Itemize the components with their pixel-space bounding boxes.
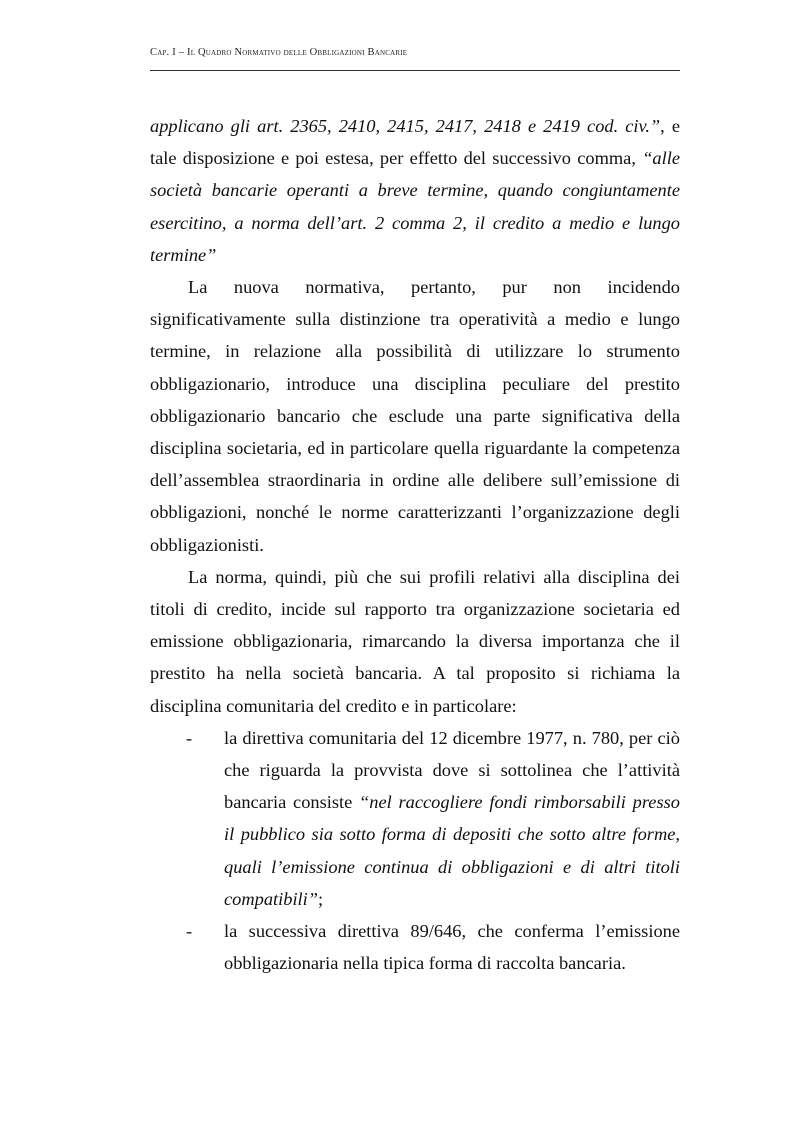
paragraph-1-italic-quote: applicano gli art. 2365, 2410, 2415, 2417, 2418 e 2419 cod. civ.”	[150, 116, 661, 136]
running-header: Cap. I – Il Quadro Normativo delle Obbligazioni Bancarie	[150, 47, 408, 58]
list-item-1-text: la direttiva comunitaria del 12 dicembre 1977, n. 780, per ciò che riguarda la provvista dove si sottolinea che l’attività bancaria consiste	[224, 727, 680, 813]
paragraph-1-text: , e tale disposizione e poi estesa, per effetto del successivo comma,	[150, 116, 681, 169]
paragraph-2: La nuova normativa, pertanto, pur non incidendo significativamente sulla distinzione tra operatività a medio e lungo termine, in relazione alla possibilità di utilizzare lo strumento obbligazionario, introduce una disciplina peculiare del prestito obbligazionario bancario che esclude una parte significativa della disciplina societaria, ed in particolare quella riguardante la competenza dell’assemblea straordinaria in ordine alle delibere sull’emissione di obbligazioni, nonché le norme caratterizzanti l’organizzazione degli obbligazionisti.	[150, 277, 680, 555]
list-dash: -	[186, 921, 193, 942]
paragraph-1	[150, 110, 680, 271]
directives-list	[150, 722, 680, 980]
list-item-2-text: la successiva direttiva 89/646, che conferma l’emissione obbligazionaria nella tipica forma di raccolta bancaria.	[224, 921, 680, 974]
paragraph-1-italic-quote-2: “alle società bancarie operanti a breve termine, quando congiuntamente esercitino, a norma dell’art. 2 comma 2, il credito a medio e lungo termine”	[150, 148, 680, 265]
paragraph-3: La norma, quindi, più che sui profili relativi alla disciplina dei titoli di credito, incide sul rapporto tra organizzazione societaria ed emissione obbligazionaria, rimarcando la diversa importanza che il prestito ha nella società bancaria. A tal proposito si richiama la disciplina comunitaria del credito e in particolare:	[150, 566, 680, 716]
list-item	[150, 915, 680, 979]
list-item	[150, 722, 680, 915]
header-divider	[150, 70, 680, 71]
list-item-1-tail: ;	[318, 888, 324, 909]
page-body	[150, 110, 680, 979]
list-item-1-italic-quote: “nel raccogliere fondi rimborsabili presso il pubblico sia sotto forma di depositi che sotto altre forme, quali l’emissione continua di obbligazioni e di altri titoli compatibili”	[224, 792, 680, 909]
list-dash: -	[186, 727, 193, 748]
